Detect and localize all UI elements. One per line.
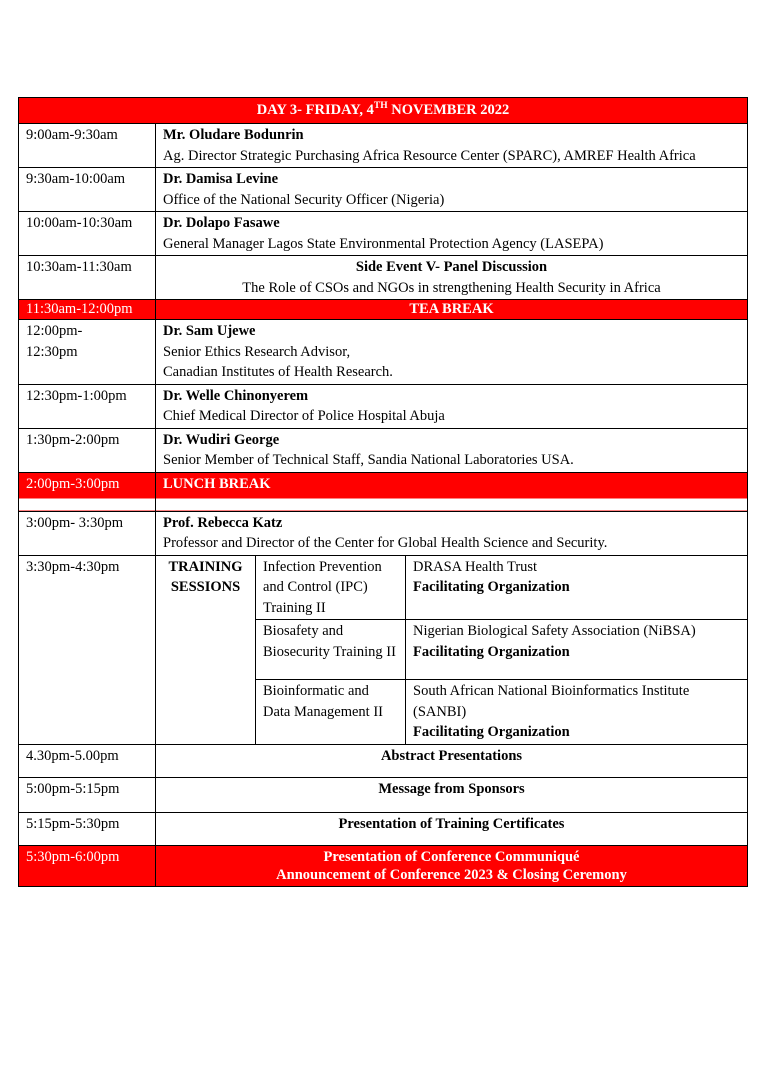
day-header-text-suffix: NOVEMBER 2022 [387, 102, 510, 118]
time-line: 12:00pm- [26, 323, 83, 339]
training-org-cell [406, 680, 748, 745]
speaker-title: Professor and Director of the Center for Global Health Science and Security. [163, 535, 608, 551]
session-cell [156, 256, 748, 300]
break-label: TEA BREAK [156, 300, 748, 320]
speaker-name: Dr. Wudiri George [163, 431, 280, 448]
day-header-superscript: TH [373, 101, 388, 112]
schedule-row-0900 [19, 124, 748, 168]
organization-role: Facilitating Organization [413, 579, 570, 595]
event-title: Abstract Presentations [156, 744, 748, 777]
speaker-name: Dr. Welle Chinonyerem [163, 387, 309, 404]
time-cell: 4.30pm-5.00pm [19, 744, 156, 777]
schedule-row-1000 [19, 212, 748, 256]
session-cell [156, 428, 748, 472]
session-cell [156, 511, 748, 555]
closing-line-2: Announcement of Conference 2023 & Closing Ceremony [276, 867, 627, 883]
time-cell: 11:30am-12:00pm [19, 300, 156, 320]
speaker-affiliation: Canadian Institutes of Health Research. [163, 364, 393, 380]
organization-role: Facilitating Organization [413, 643, 570, 660]
speaker-title: Ag. Director Strategic Purchasing Africa Resource Center (SPARC), AMREF Health Africa [163, 147, 696, 164]
time-cell: 9:30am-10:00am [19, 168, 156, 212]
schedule-row-closing [19, 845, 748, 886]
session-cell [156, 320, 748, 385]
time-cell: 3:30pm-4:30pm [19, 555, 156, 744]
speaker-name: Prof. Rebecca Katz [163, 514, 283, 531]
training-name: Infection Prevention and Control (IPC) Training II [256, 555, 406, 620]
time-cell: 10:30am-11:30am [19, 256, 156, 300]
schedule-row-1200 [19, 320, 748, 385]
training-name: Bioinformatic and Data Management II [256, 680, 406, 745]
day-header-row [19, 98, 748, 124]
day-header-cell [19, 98, 748, 124]
session-cell [156, 168, 748, 212]
speaker-title: Senior Member of Technical Staff, Sandia National Laboratories USA. [163, 452, 574, 468]
closing-line-1: Presentation of Conference Communiqué [323, 848, 580, 865]
session-cell [156, 212, 748, 256]
closing-cell [156, 845, 748, 886]
time-cell: 12:30pm-1:00pm [19, 384, 156, 428]
time-cell: 2:00pm-3:00pm [19, 472, 156, 511]
schedule-row-tea-break [19, 300, 748, 320]
session-cell [156, 384, 748, 428]
time-cell: 1:30pm-2:00pm [19, 428, 156, 472]
speaker-name: Dr. Dolapo Fasawe [163, 215, 280, 231]
speaker-name: Mr. Oludare Bodunrin [163, 127, 304, 143]
session-cell [156, 124, 748, 168]
schedule-row-0300 [19, 511, 748, 555]
schedule-row-certificates [19, 812, 748, 845]
schedule-row-sponsors [19, 777, 748, 812]
training-name: Biosafety and Biosecurity Training II [256, 620, 406, 680]
speaker-name: Dr. Sam Ujewe [163, 323, 256, 339]
time-cell: 9:00am-9:30am [19, 124, 156, 168]
schedule-row-lunch-break [19, 472, 748, 511]
time-cell: 5:00pm-5:15pm [19, 777, 156, 812]
time-cell: 10:00am-10:30am [19, 212, 156, 256]
organization-name: DRASA Health Trust [413, 558, 538, 575]
training-sessions-label: TRAINING SESSIONS [156, 555, 256, 744]
schedule-row-1030-side-event [19, 256, 748, 300]
event-title: Presentation of Training Certificates [156, 812, 748, 845]
training-session-row-1 [19, 555, 748, 620]
event-subtitle: The Role of CSOs and NGOs in strengthening Health Security in Africa [242, 279, 661, 296]
day-header-text: DAY 3- FRIDAY, 4 [256, 102, 374, 118]
event-title: Message from Sponsors [156, 777, 748, 812]
speaker-title: Senior Ethics Research Advisor, [163, 343, 351, 360]
speaker-title: General Manager Lagos State Environmental Protection Agency (LASEPA) [163, 235, 604, 252]
training-org-cell [406, 620, 748, 680]
organization-name: Nigerian Biological Safety Association (NiBSA) [413, 623, 696, 639]
training-org-cell [406, 555, 748, 620]
break-label: LUNCH BREAK [156, 472, 748, 511]
schedule-row-0930 [19, 168, 748, 212]
time-cell: 5:30pm-6:00pm [19, 845, 156, 886]
time-line: 12:30pm [26, 343, 78, 360]
schedule-row-1230 [19, 384, 748, 428]
organization-name: South African National Bioinformatics Institute (SANBI) [413, 683, 690, 720]
organization-role: Facilitating Organization [413, 724, 570, 740]
speaker-title: Chief Medical Director of Police Hospital Abuja [163, 408, 445, 424]
conference-schedule-table [18, 97, 748, 887]
schedule-row-abstracts [19, 744, 748, 777]
speaker-title: Office of the National Security Officer (Nigeria) [163, 191, 445, 208]
time-cell: 5:15pm-5:30pm [19, 812, 156, 845]
event-title: Side Event V- Panel Discussion [355, 259, 548, 275]
schedule-row-0130 [19, 428, 748, 472]
time-cell: 3:00pm- 3:30pm [19, 511, 156, 555]
speaker-name: Dr. Damisa Levine [163, 171, 279, 187]
time-cell [19, 320, 156, 385]
